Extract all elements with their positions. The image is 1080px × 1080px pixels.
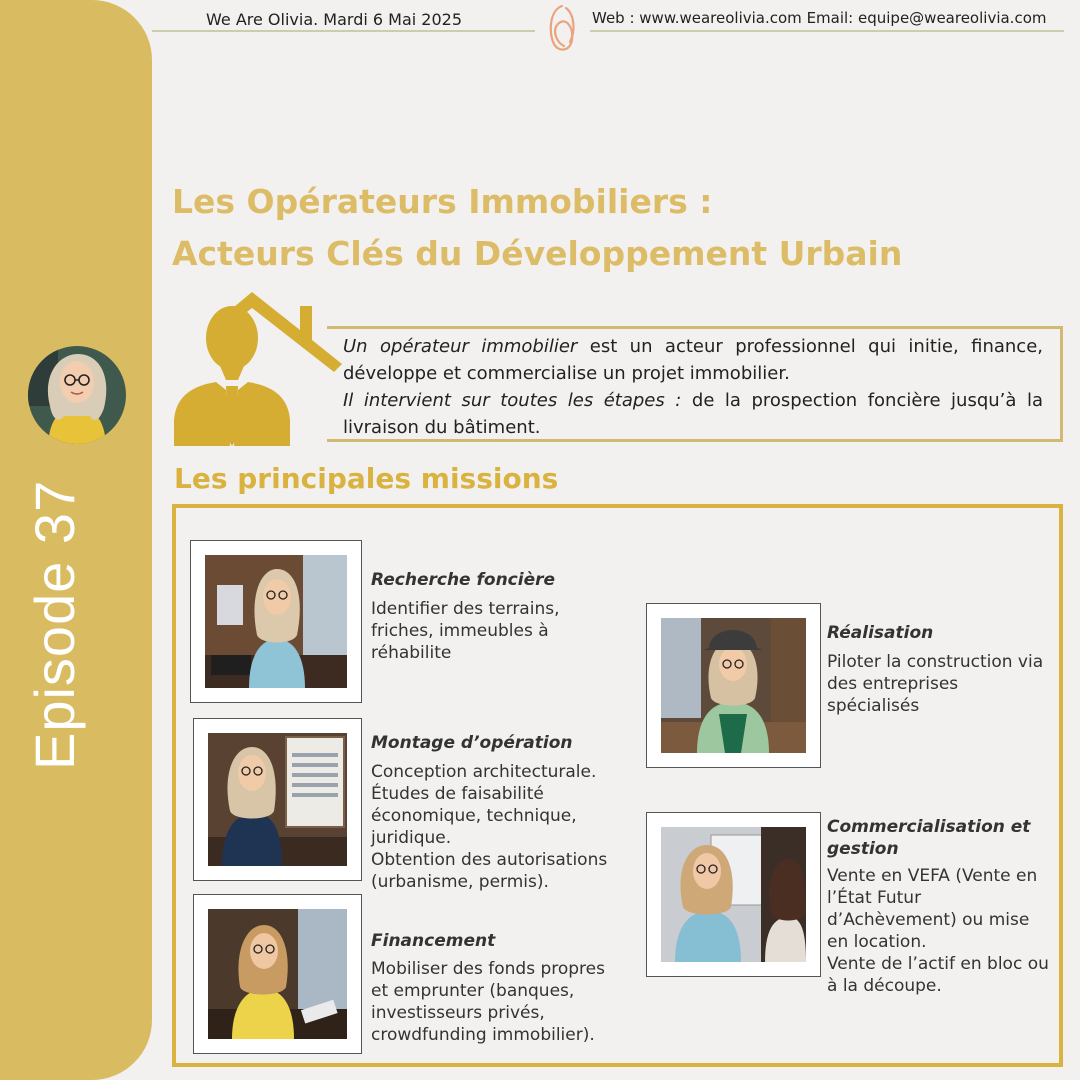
missions-heading: Les principales missions	[174, 462, 559, 495]
operator-house-icon	[172, 290, 344, 450]
mission-image-montage	[193, 718, 362, 881]
definition-emphasis-1: Un opérateur immobilier	[343, 336, 578, 357]
mission-text-financement	[371, 958, 605, 1046]
mission-text-commercialisation	[827, 865, 1049, 997]
mission-title-montage: Montage d’opération	[371, 733, 573, 753]
mission-text-line: Identifier des terrains,	[371, 599, 560, 619]
mission-text-line: Vente de l’actif en bloc ou	[827, 954, 1049, 974]
avatar	[28, 346, 126, 444]
mission-title-recherche: Recherche foncière	[371, 570, 556, 590]
mission-text-line: crowdfunding immobilier).	[371, 1025, 595, 1045]
mission-image-financement	[193, 894, 362, 1054]
mission-image-commercialisation	[646, 812, 821, 977]
mission-title-line: Commercialisation et	[827, 817, 1031, 837]
mission-text-line: réhabilite	[371, 643, 452, 663]
definition-text-2: de la prospection foncière jusqu’à la livraison du bâtiment.	[343, 390, 1043, 438]
mission-text-line: économique, technique,	[371, 806, 577, 826]
mission-text-montage	[371, 761, 607, 893]
mission-text-line: juridique.	[371, 828, 452, 848]
page-title	[172, 176, 902, 280]
mission-text-line: l’État Futur	[827, 888, 922, 908]
page-title-line2: Acteurs Clés du Développement Urbain	[172, 234, 903, 273]
definition-text-1: est un acteur professionnel qui initie, finance, développe et commercialise un projet immobilier.	[343, 336, 1043, 384]
mission-text-line: des entreprises	[827, 674, 959, 694]
mission-text-line: spécialisés	[827, 696, 920, 716]
mission-title-realisation: Réalisation	[827, 623, 934, 643]
mission-text-realisation	[827, 651, 1043, 717]
mission-text-line: à la découpe.	[827, 976, 942, 996]
episode-label: Episode 37	[23, 479, 86, 770]
mission-text-line: (urbanisme, permis).	[371, 872, 549, 892]
header-divider-right	[590, 30, 1064, 32]
mission-text-line: et emprunter (banques,	[371, 981, 575, 1001]
definition-emphasis-2: Il intervient sur toutes les étapes :	[343, 390, 682, 411]
mission-text-line: Obtention des autorisations	[371, 850, 608, 870]
mission-text-line: Conception architecturale.	[371, 762, 597, 782]
mission-text-line: friches, immeubles à	[371, 621, 549, 641]
mission-text-line: investisseurs privés,	[371, 1003, 545, 1023]
mission-text-line: Études de faisabilité	[371, 784, 544, 804]
mission-text-recherche	[371, 598, 559, 664]
logo-icon	[544, 2, 580, 58]
mission-text-line: Mobiliser des fonds propres	[371, 959, 605, 979]
mission-title-line: gestion	[827, 839, 899, 859]
mission-image-recherche	[190, 540, 362, 703]
mission-title-financement: Financement	[371, 931, 496, 951]
mission-text-line: Vente en VEFA (Vente en	[827, 866, 1038, 886]
mission-title-commercialisation	[827, 816, 1030, 860]
mission-image-realisation	[646, 603, 821, 768]
mission-text-line: d’Achèvement) ou mise	[827, 910, 1030, 930]
mission-text-line: en location.	[827, 932, 927, 952]
mission-text-line: Piloter la construction via	[827, 652, 1044, 672]
page-title-line1: Les Opérateurs Immobiliers :	[172, 182, 713, 221]
header-contact: Web : www.weareolivia.com Email: equipe@weareolivia.com	[592, 9, 1047, 27]
definition-text	[343, 333, 1043, 441]
header-divider-left	[152, 30, 535, 32]
header-date: We Are Olivia. Mardi 6 Mai 2025	[206, 10, 463, 29]
